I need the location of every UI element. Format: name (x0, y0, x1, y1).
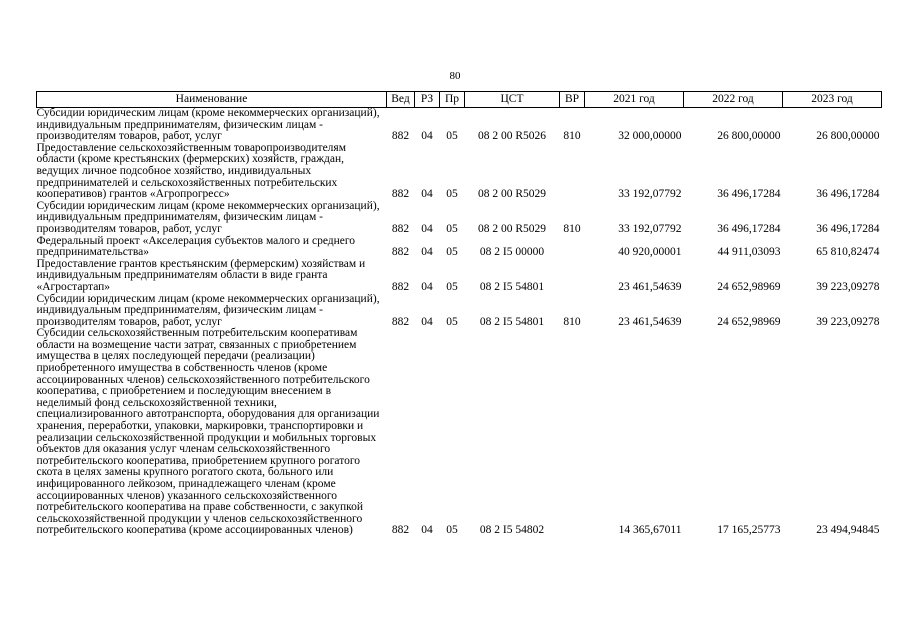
row-vr (560, 259, 585, 294)
row-2021: 33 192,07792 (618, 188, 682, 201)
row-name: Субсидии юридическим лицам (кроме некоммерческих организаций), индивидуальным предпринимателям, физическим лицам - производителям товаров, работ, услуг (36, 199, 380, 235)
row-2022: 36 496,17284 (717, 188, 781, 201)
row-pr: 05 (446, 130, 458, 143)
row-name: Предоставление грантов крестьянским (фермерским) хозяйствам и индивидуальным предпринимателям области в виде гранта «Агростартап» (36, 257, 366, 293)
row-vr (560, 236, 585, 259)
row-2021: 33 192,07792 (618, 222, 682, 235)
header-cst: ЦСТ (465, 92, 560, 108)
row-pr: 05 (446, 524, 458, 537)
row-ved: 882 (391, 130, 410, 143)
table-row (37, 143, 882, 201)
header-2022: 2022 год (684, 92, 783, 108)
row-ved: 882 (391, 315, 410, 328)
row-rz: 04 (421, 222, 433, 235)
header-name: Наименование (37, 92, 387, 108)
header-2023: 2023 год (783, 92, 882, 108)
row-pr: 05 (446, 280, 458, 293)
row-2023: 26 800,00000 (816, 130, 880, 143)
row-2021: 32 000,00000 (618, 130, 682, 143)
row-cst: 08 2 00 R5026 (477, 130, 547, 143)
table-row (37, 108, 882, 143)
row-cst: 08 2 I5 54802 (479, 524, 545, 537)
table-body (37, 108, 882, 537)
row-2021: 23 461,54639 (618, 315, 682, 328)
table-row (37, 201, 882, 236)
row-name: Предоставление сельскохозяйственным товаропроизводителям области (кроме крестьянских (фермерских) хозяйств, граждан, ведущих личное подсобное хозяйство, индивидуальных предпринимателей и сельскохозяйственных потребительских кооперативов) грантов «Агропрогресс» (36, 141, 346, 201)
row-2021: 40 920,00001 (618, 246, 682, 259)
row-ved: 882 (391, 524, 410, 537)
row-cst: 08 2 I5 00000 (479, 246, 545, 259)
row-rz: 04 (421, 188, 433, 201)
table-row (37, 259, 882, 294)
row-2022: 24 652,98969 (717, 280, 781, 293)
row-vr: 810 (563, 222, 581, 235)
row-ved: 882 (391, 246, 410, 259)
row-name: Федеральный проект «Акселерация субъектов малого и среднего предпринимательства» (36, 234, 356, 259)
row-vr (560, 328, 585, 537)
header-pr: Пр (440, 92, 465, 108)
row-cst: 08 2 I5 54801 (479, 315, 545, 328)
row-2021: 23 461,54639 (618, 280, 682, 293)
table-header (37, 92, 882, 108)
row-pr: 05 (446, 246, 458, 259)
header-vr: ВР (560, 92, 585, 108)
row-rz: 04 (421, 246, 433, 259)
row-pr: 05 (446, 188, 458, 201)
row-2023: 65 810,82474 (816, 246, 880, 259)
row-2022: 24 652,98969 (717, 315, 781, 328)
row-2023: 39 223,09278 (816, 315, 880, 328)
row-2023: 36 496,17284 (816, 222, 880, 235)
row-name: Субсидии сельскохозяйственным потребительским кооперативам области на возмещение части затрат, связанных с приобретением имущества в целях последующей передачи (реализации) приобретенного имущества в собственность членов (кроме ассоциированных членов) сельскохозяйственного потребительского кооператива, с приобретением и последующим внесением в неделимый фонд сельскохозяйственной техники, специализированного автотранспорта, оборудования для организации хранения, переработки, упаковки, маркировки, транспортировки и реализации сельскохозяйственной продукции и мобильных торговых объектов для оказания услуг членам сельскохозяйственного потребительского кооператива, приобретением крупного рогатого скота в целях замены крупного рогатого скота, больного или инфицированного лейкозом, принадлежащего членам (кроме ассоциированных членов) указанного сельскохозяйственного потребительского кооператива на праве собственности, с закупкой сельскохозяйственной продукции у членов сельскохозяйственного потребительского кооператива (кроме ассоциированных членов) (36, 327, 380, 537)
row-2022: 44 911,03093 (717, 246, 781, 259)
row-name: Субсидии юридическим лицам (кроме некоммерческих организаций), индивидуальным предпринимателям, физическим лицам - производителям товаров, работ, услуг (36, 107, 380, 143)
row-2023: 23 494,94845 (816, 524, 880, 537)
table-row (37, 236, 882, 259)
table-row (37, 328, 882, 537)
row-ved: 882 (391, 222, 410, 235)
row-ved: 882 (391, 280, 410, 293)
row-rz: 04 (421, 524, 433, 537)
header-ved: Вед (387, 92, 415, 108)
row-vr: 810 (563, 130, 581, 143)
page-number: 80 (449, 70, 461, 82)
table-row (37, 294, 882, 329)
row-cst: 08 2 00 R5029 (477, 188, 547, 201)
row-ved: 882 (391, 188, 410, 201)
header-rz: РЗ (415, 92, 440, 108)
row-2022: 17 165,25773 (717, 524, 781, 537)
row-rz: 04 (421, 280, 433, 293)
row-2022: 26 800,00000 (717, 130, 781, 143)
row-2022: 36 496,17284 (717, 222, 781, 235)
row-pr: 05 (446, 222, 458, 235)
row-vr (560, 143, 585, 201)
row-2023: 39 223,09278 (816, 280, 880, 293)
row-2023: 36 496,17284 (816, 188, 880, 201)
row-cst: 08 2 00 R5029 (477, 222, 547, 235)
row-vr: 810 (563, 315, 581, 328)
budget-table (36, 91, 882, 537)
row-2021: 14 365,67011 (618, 524, 682, 537)
row-name: Субсидии юридическим лицам (кроме некоммерческих организаций), индивидуальным предпринимателям, физическим лицам - производителям товаров, работ, услуг (36, 292, 380, 328)
row-cst: 08 2 I5 54801 (479, 280, 545, 293)
row-pr: 05 (446, 315, 458, 328)
row-rz: 04 (421, 315, 433, 328)
header-2021: 2021 год (585, 92, 684, 108)
row-rz: 04 (421, 130, 433, 143)
